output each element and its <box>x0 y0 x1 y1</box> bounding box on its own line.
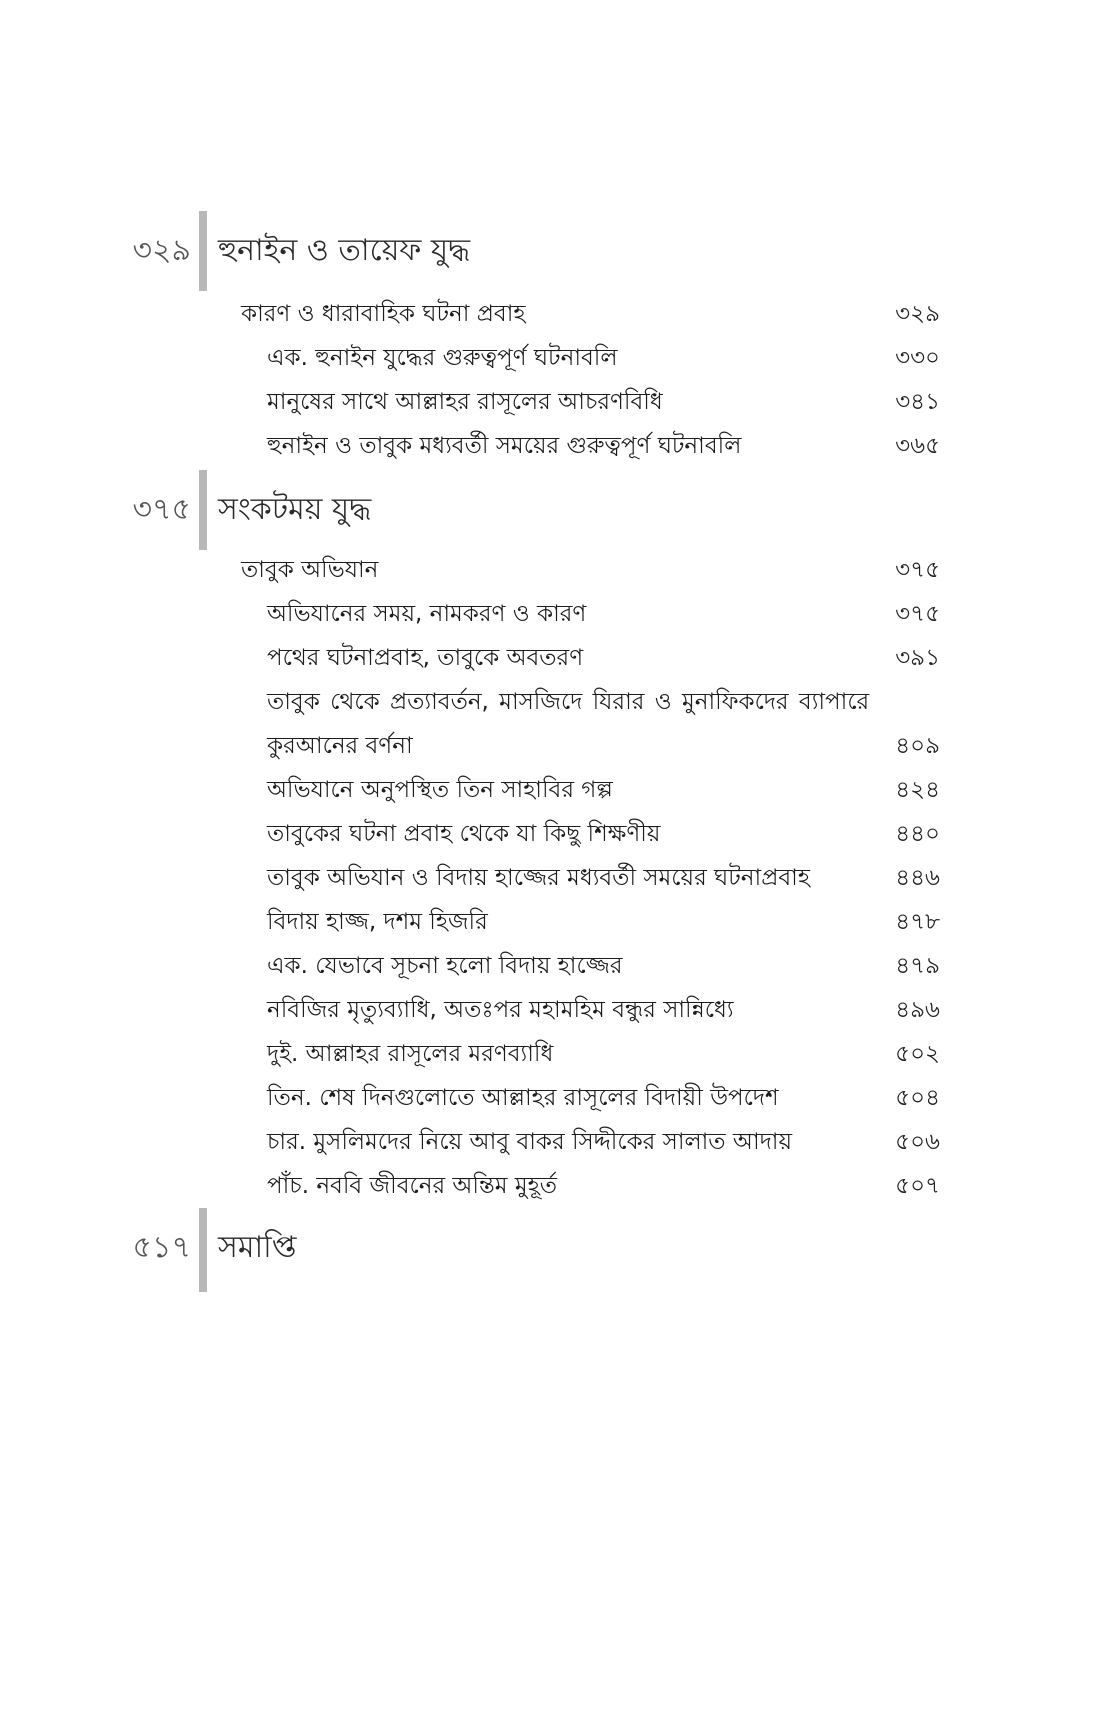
toc-entry[interactable] <box>0 1120 1120 1164</box>
chapter-divider-bar <box>199 1208 207 1292</box>
toc-entry-title: দুই. আল্লাহর রাসূলের মরণব্যাধি <box>267 1041 554 1067</box>
toc-entry-page: ৫০৬ <box>895 1129 940 1155</box>
toc-entry-title: চার. মুসলিমদের নিয়ে আবু বাকর সিদ্দীকের সালাত আদায় <box>267 1129 793 1155</box>
toc-entry-page: ৪৯৬ <box>895 997 940 1023</box>
toc-entry-page: ৩৬৫ <box>895 433 940 459</box>
toc-entry-page: ৪০৯ <box>895 733 940 759</box>
toc-entry-title: কুরআনের বর্ণনা <box>267 733 413 759</box>
toc-entry-page: ৩৪১ <box>895 389 940 415</box>
toc-entry-page: ৩৭৫ <box>895 601 940 627</box>
toc-entry[interactable] <box>0 336 1120 380</box>
toc-entry-page: ৩৩০ <box>895 345 940 371</box>
chapter-title: সংকটময় যুদ্ধ <box>218 492 372 527</box>
toc-entry-page: ৪৭৮ <box>895 909 940 935</box>
toc-entry-page: ৩৭৫ <box>895 557 940 583</box>
toc-entry-page: ৪২৪ <box>895 777 940 803</box>
toc-entry-title: মানুষের সাথে আল্লাহর রাসূলের আচরণবিধি <box>267 389 663 415</box>
toc-entry[interactable] <box>0 856 1120 900</box>
toc-entry[interactable] <box>0 1032 1120 1076</box>
toc-entry-title: অভিযানে অনুপস্থিত তিন সাহাবির গল্প <box>267 777 613 803</box>
toc-entry[interactable] <box>0 768 1120 812</box>
toc-entry-page: ৪৭৯ <box>895 953 940 979</box>
toc-entry[interactable] <box>0 592 1120 636</box>
toc-entry[interactable] <box>0 548 1120 592</box>
toc-entry-page: ৪৪০ <box>895 821 940 847</box>
chapter-divider-bar <box>199 211 207 291</box>
toc-entry[interactable] <box>0 724 1120 768</box>
toc-entry-title: তাবুক অভিযান ও বিদায় হাজ্জের মধ্যবর্তী সময়ের ঘটনাপ্রবাহ <box>267 865 810 891</box>
toc-entry-page: ৫০৪ <box>895 1085 940 1111</box>
toc-entry-title: পথের ঘটনাপ্রবাহ, তাবুকে অবতরণ <box>267 645 584 671</box>
toc-entry[interactable] <box>0 680 1120 724</box>
toc-entry-title: তাবুকের ঘটনা প্রবাহ থেকে যা কিছু শিক্ষণীয় <box>267 821 661 847</box>
toc-entry[interactable] <box>0 1076 1120 1120</box>
chapter-heading[interactable] <box>0 1208 1120 1288</box>
toc-entry-title: কারণ ও ধারাবাহিক ঘটনা প্রবাহ <box>241 301 526 327</box>
chapter-heading[interactable] <box>0 470 1120 550</box>
chapter-page-number: ৩৭৫ <box>132 492 191 527</box>
toc-entry-title: তিন. শেষ দিনগুলোতে আল্লাহর রাসূলের বিদায়ী উপদেশ <box>267 1085 779 1111</box>
toc-entry[interactable] <box>0 424 1120 468</box>
toc-entry[interactable] <box>0 944 1120 988</box>
toc-entry-page: ৪৪৬ <box>895 865 940 891</box>
toc-entry-page: ৩২৯ <box>895 301 940 327</box>
toc-entry-title: অভিযানের সময়, নামকরণ ও কারণ <box>267 601 587 627</box>
toc-entry-page: ৩৯১ <box>895 645 940 671</box>
toc-entry-page: ৫০৭ <box>895 1173 940 1199</box>
toc-entry-title: নবিজির মৃত্যুব্যাধি, অতঃপর মহামহিম বন্ধুর সান্নিধ্যে <box>267 997 734 1023</box>
toc-entry[interactable] <box>0 380 1120 424</box>
toc-entry-title: তাবুক অভিযান <box>241 557 379 583</box>
toc-entry[interactable] <box>0 292 1120 336</box>
chapter-title: হুনাইন ও তায়েফ যুদ্ধ <box>218 233 471 268</box>
chapter-heading[interactable] <box>0 211 1120 291</box>
chapter-divider-bar <box>199 470 207 550</box>
toc-entry[interactable] <box>0 900 1120 944</box>
toc-entry-title: হুনাইন ও তাবুক মধ্যবর্তী সময়ের গুরুত্বপূর্ণ ঘটনাবলি <box>267 433 742 459</box>
chapter-page-number: ৫১৭ <box>132 1230 191 1265</box>
toc-entry-page: ৫০২ <box>895 1041 940 1067</box>
toc-entry[interactable] <box>0 1164 1120 1208</box>
toc-entry[interactable] <box>0 812 1120 856</box>
toc-entry[interactable] <box>0 636 1120 680</box>
toc-entry-title: পাঁচ. নববি জীবনের অন্তিম মুহূর্ত <box>267 1173 557 1199</box>
toc-entry-title: এক. যেভাবে সূচনা হলো বিদায় হাজ্জের <box>267 953 623 979</box>
toc-entry[interactable] <box>0 988 1120 1032</box>
chapter-title: সমাপ্তি <box>218 1230 297 1265</box>
toc-entry-title: তাবুক থেকে প্রত্যাবর্তন, মাসজিদে যিরার ও মুনাফিকদের ব্যাপারে <box>267 689 870 715</box>
chapter-page-number: ৩২৯ <box>132 233 191 268</box>
toc-entry-title: বিদায় হাজ্জ, দশম হিজরি <box>267 909 488 935</box>
toc-entry-title: এক. হুনাইন যুদ্ধের গুরুত্বপূর্ণ ঘটনাবলি <box>267 345 618 371</box>
